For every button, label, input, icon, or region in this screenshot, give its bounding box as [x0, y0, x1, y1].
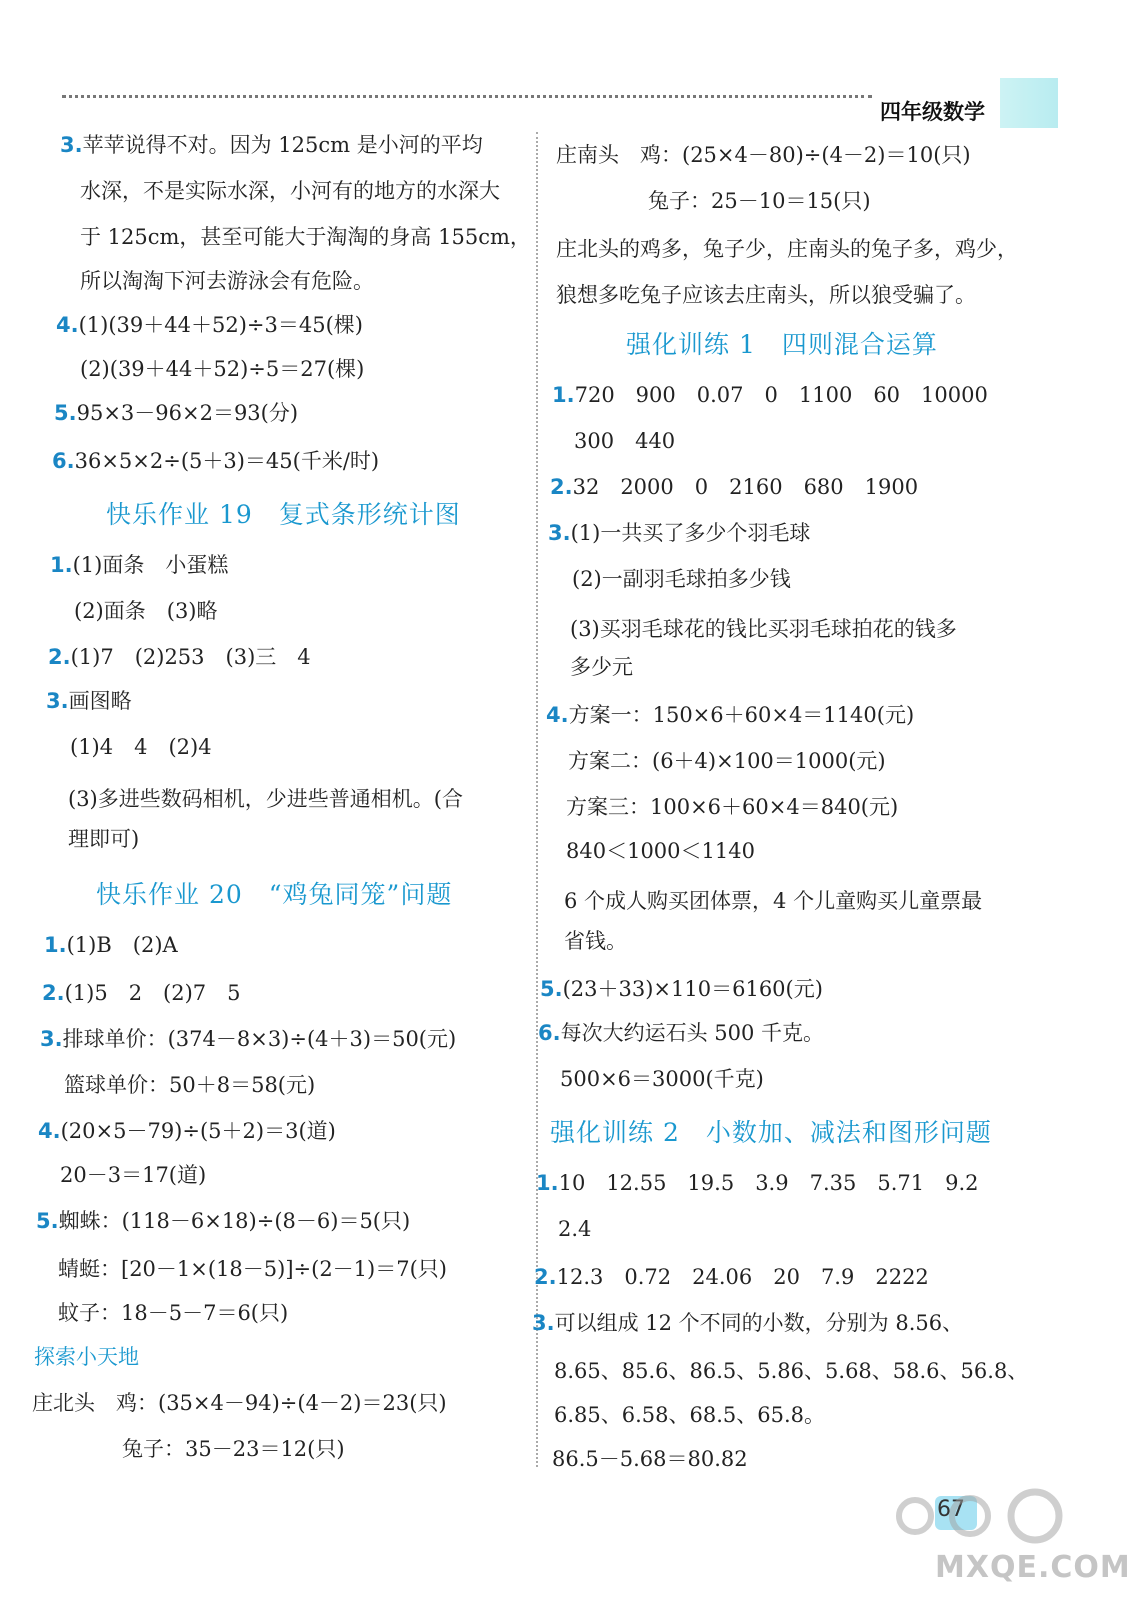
s20-answer-5-line: 蚊子：18－5－7＝6(只): [58, 1301, 289, 1325]
t2-answer-2: 2.12.3 0.72 24.06 20 7.9 2222: [534, 1265, 929, 1289]
t1-answer-4: 4.方案一：150×6＋60×4＝1140(元): [546, 703, 915, 727]
section-title: 快乐作业 20 “鸡兔同笼”问题: [96, 880, 453, 909]
t2-answer-3-line: 86.5－5.68＝80.82: [552, 1447, 748, 1471]
explore-line: 庄北头 鸡：(35×4－94)÷(4－2)＝23(只): [32, 1391, 447, 1415]
t1-answer-3-line: 多少元: [570, 655, 633, 679]
answer-3-line: 于 125cm，甚至可能大于淘淘的身高 155cm，: [80, 225, 531, 249]
s19-answer-3-line: 理即可): [68, 827, 140, 851]
t1-answer-3: 3.(1)一共买了多少个羽毛球: [548, 521, 811, 545]
watermark-text: MXQE.COM: [935, 1550, 1131, 1585]
page-header-title: 四年级数学: [880, 100, 985, 124]
t1-answer-4-line: 省钱。: [564, 929, 627, 953]
right-line: 兔子：25－10＝15(只): [648, 189, 871, 213]
t1-answer-2: 2.32 2000 0 2160 680 1900: [550, 475, 919, 499]
t1-answer-3-line: (2)一副羽毛球拍多少钱: [572, 567, 791, 591]
s19-answer-3-line: (3)多进些数码相机，少进些普通相机。(合: [68, 787, 463, 811]
t2-answer-1-line: 2.4: [558, 1217, 592, 1241]
t1-answer-3-line: (3)买羽毛球花的钱比买羽毛球拍花的钱多: [570, 617, 957, 641]
watermark-glyph: [952, 1498, 988, 1534]
right-line: 庄北头的鸡多，兔子少，庄南头的兔子多，鸡少，: [556, 237, 1018, 261]
t1-answer-1-line: 300 440: [574, 429, 676, 453]
t1-answer-4-line: 6 个成人购买团体票，4 个儿童购买儿童票最: [564, 889, 983, 913]
s19-answer-1: 1.(1)面条 小蛋糕: [50, 553, 229, 577]
right-line: 狼想多吃兔子应该去庄南头，所以狼受骗了。: [556, 283, 976, 307]
s19-answer-1-line: (2)面条 (3)略: [74, 599, 218, 623]
page-number: 67: [937, 1497, 965, 1522]
answer-5: 5.95×3－96×2＝93(分): [54, 401, 299, 425]
t2-answer-3-line: 8.65、85.6、86.5、5.86、5.68、58.6、56.8、: [554, 1359, 1029, 1383]
s20-answer-4: 4.(20×5－79)÷(5＋2)＝3(道): [38, 1119, 336, 1143]
t1-answer-6-line: 500×6＝3000(千克): [560, 1067, 764, 1091]
answer-3-line: 所以淘淘下河去游泳会有危险。: [80, 269, 374, 293]
answer-4: 4.(1)(39＋44＋52)÷3＝45(棵): [56, 313, 363, 337]
s20-answer-4-line: 20－3＝17(道): [60, 1163, 207, 1187]
s20-answer-5-line: 蜻蜓：[20－1×(18－5)]÷(2－1)＝7(只): [58, 1257, 447, 1281]
answer-3: 3.苹苹说得不对。因为 125cm 是小河的平均: [60, 133, 483, 157]
s20-answer-5: 5.蜘蛛：(118－6×18)÷(8－6)＝5(只): [36, 1209, 411, 1233]
watermark-glyph: [899, 1500, 931, 1532]
t2-answer-1: 1.10 12.55 19.5 3.9 7.35 5.71 9.2: [536, 1171, 979, 1195]
explore-title: 探索小天地: [34, 1345, 139, 1369]
explore-line: 兔子：35－23＝12(只): [122, 1437, 345, 1461]
answer-3-line: 水深，不是实际水深，小河有的地方的水深大: [80, 179, 500, 203]
t1-answer-5: 5.(23＋33)×110＝6160(元): [540, 977, 823, 1001]
section-title: 快乐作业 19 复式条形统计图: [106, 500, 461, 529]
s20-answer-3: 3.排球单价：(374－8×3)÷(4＋3)＝50(元): [40, 1027, 457, 1051]
section-title: 强化训练 2 小数加、减法和图形问题: [550, 1118, 992, 1147]
s20-answer-3-line: 篮球单价：50＋8＝58(元): [64, 1073, 316, 1097]
section-title: 强化训练 1 四则混合运算: [626, 330, 938, 359]
s19-answer-2: 2.(1)7 (2)253 (3)三 4: [48, 645, 311, 669]
watermark-glyph: [1011, 1492, 1059, 1540]
header-tab: [1000, 78, 1058, 128]
answer-4-line: (2)(39＋44＋52)÷5＝27(棵): [80, 357, 365, 381]
s19-answer-3: 3.画图略: [46, 689, 132, 713]
right-line: 庄南头 鸡：(25×4－80)÷(4－2)＝10(只): [556, 143, 971, 167]
t1-answer-6: 6.每次大约运石头 500 千克。: [538, 1021, 825, 1045]
t2-answer-3-line: 6.85、6.58、68.5、65.8。: [554, 1403, 826, 1427]
s20-answer-2: 2.(1)5 2 (2)7 5: [42, 981, 241, 1005]
t1-answer-4-line: 840＜1000＜1140: [566, 839, 755, 863]
answer-6: 6.36×5×2÷(5＋3)＝45(千米/时): [52, 449, 380, 473]
t1-answer-4-line: 方案三：100×6＋60×4＝840(元): [566, 795, 899, 819]
t2-answer-3: 3.可以组成 12 个不同的小数，分别为 8.56、: [532, 1311, 964, 1335]
t1-answer-1: 1.720 900 0.07 0 1100 60 10000: [552, 383, 988, 407]
s20-answer-1: 1.(1)B (2)A: [44, 933, 178, 957]
t1-answer-4-line: 方案二：(6＋4)×100＝1000(元): [568, 749, 886, 773]
header-dotted-rule: [62, 95, 872, 98]
s19-answer-3-line: (1)4 4 (2)4: [70, 735, 212, 759]
